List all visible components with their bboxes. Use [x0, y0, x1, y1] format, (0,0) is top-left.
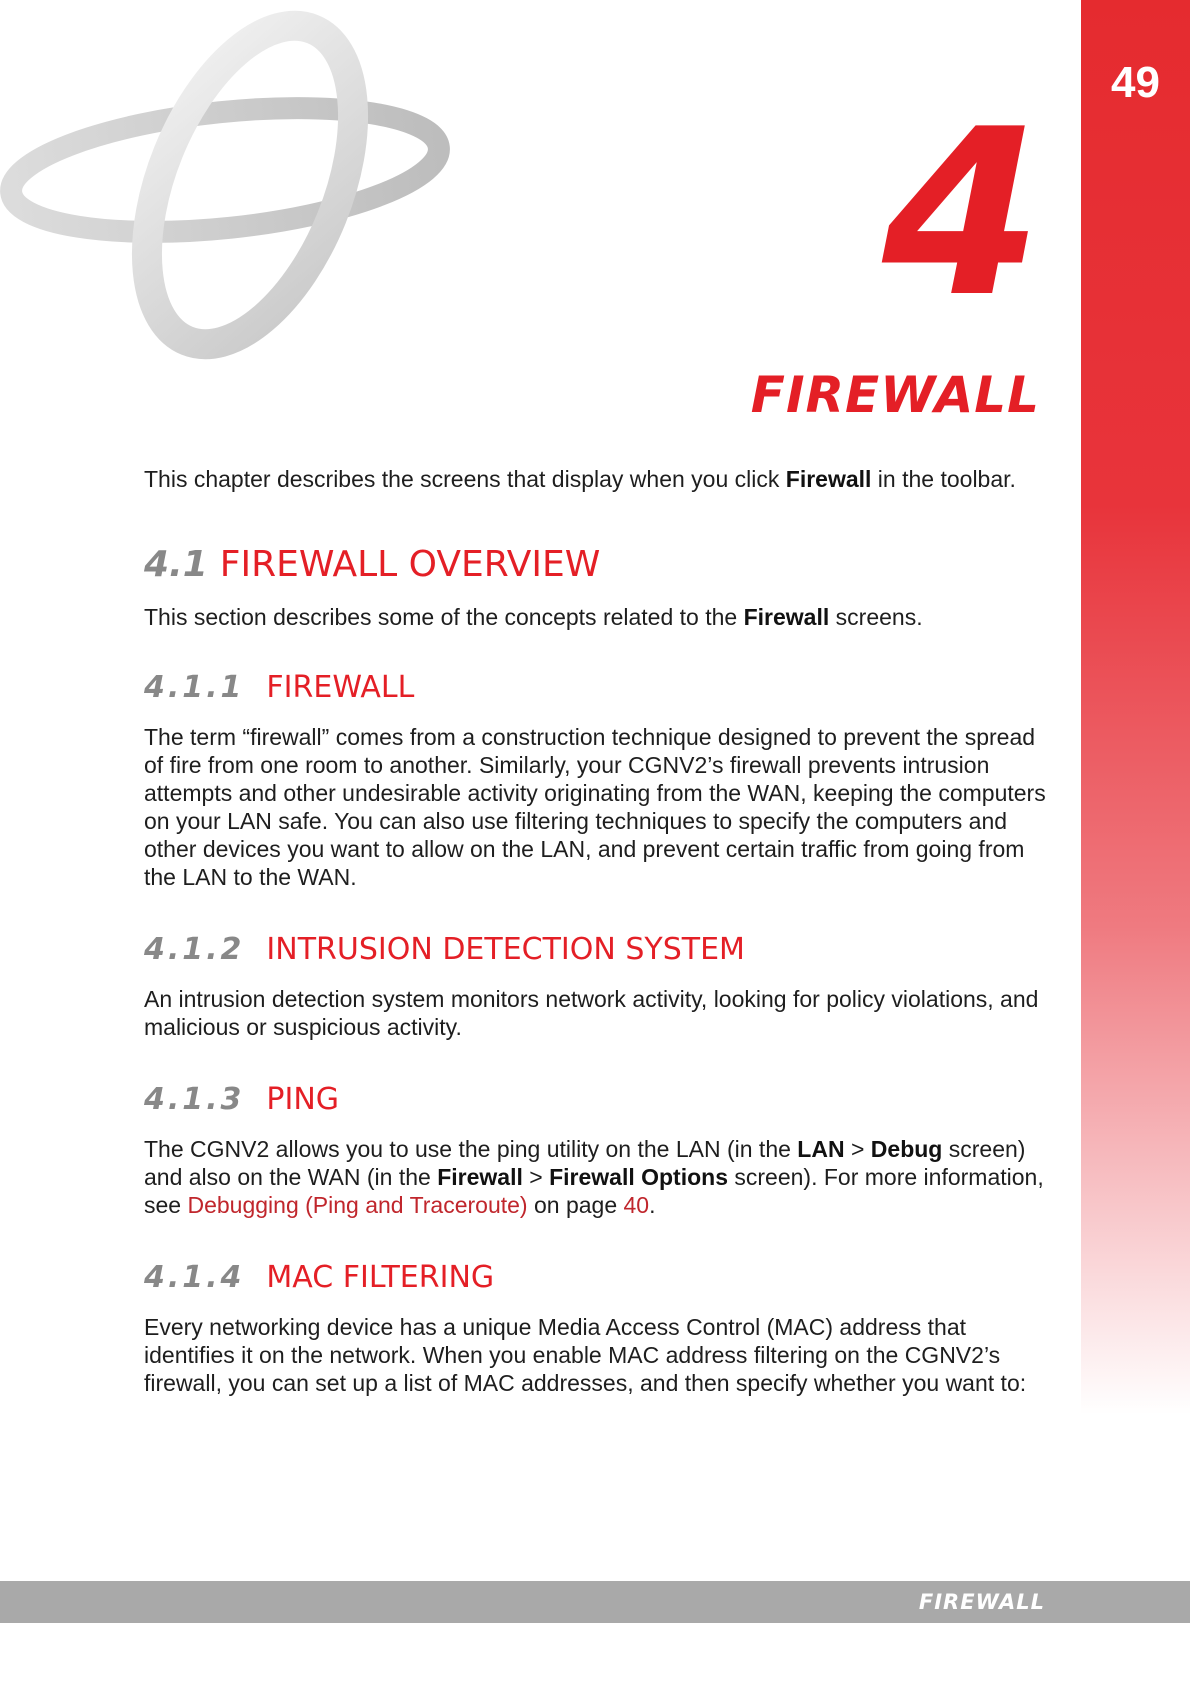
intro-paragraph: This chapter describes the screens that display when you click Firewall in the toolbar.: [144, 466, 1016, 492]
section-4-1-1-paragraph: The term “firewall” comes from a construction technique designed to prevent the spread of fire from one room to another. Similarly, your CGNV2’s firewall prevents intrusion attempts and other undesirable activity originating from the WAN, keeping the computers on your LAN safe. You can also use filtering techniques to specify the computers and other devices you want to allow on the LAN, and prevent certain traffic from going from the LAN to the WAN.: [144, 724, 1046, 890]
orbit-logo-icon: [0, 0, 450, 370]
chapter-title: FIREWALL: [750, 366, 1040, 424]
section-heading-4-1-2: 4.1.2 INTRUSION DETECTION SYSTEM: [144, 932, 745, 967]
page-number: 49: [1111, 58, 1160, 107]
chapter-number: 4: [881, 81, 1038, 348]
section-heading-4-1-3: 4.1.3 PING: [144, 1082, 340, 1117]
page-content: [144, 465, 1049, 1397]
section-4-1-paragraph: This section describes some of the concepts related to the Firewall screens.: [144, 604, 923, 630]
page-reference-link[interactable]: 40: [623, 1192, 650, 1218]
section-heading-4-1-1: 4.1.1 FIREWALL: [144, 670, 415, 705]
footer-chapter-label: FIREWALL: [918, 1590, 1045, 1614]
section-heading-4-1-4: 4.1.4 MAC FILTERING: [144, 1260, 495, 1295]
chapter-tab-sidebar: [1081, 0, 1190, 1684]
section-4-1-4-paragraph: Every networking device has a unique Media Access Control (MAC) address that identifies it on the network. When you enable MAC address filtering on the CGNV2’s firewall, you can set up a list of MAC addresses, and then specify whether you want to:: [144, 1314, 1027, 1396]
footer-bar: [0, 1581, 1190, 1623]
section-4-1-2-paragraph: An intrusion detection system monitors network activity, looking for policy violations, and malicious or suspicious activity.: [144, 986, 1039, 1040]
section-4-1-3-paragraph: The CGNV2 allows you to use the ping utility on the LAN (in the LAN > Debug screen) and also on the WAN (in the Firewall > Firewall Options screen). For more information, see Debugging (Ping and Traceroute) on page 40.: [144, 1136, 1044, 1218]
debugging-link[interactable]: Debugging (Ping and Traceroute): [187, 1192, 528, 1218]
section-heading-4-1: 4.1 FIREWALL OVERVIEW: [144, 544, 601, 585]
